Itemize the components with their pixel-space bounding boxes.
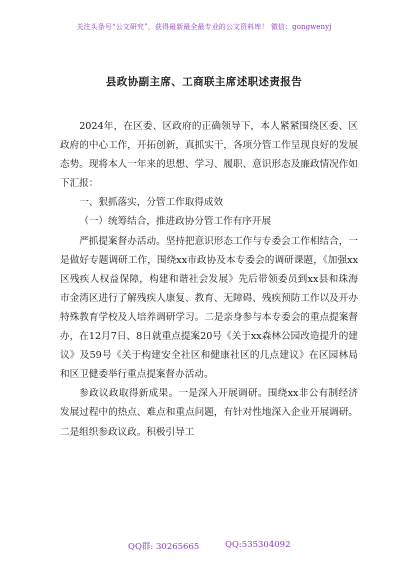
paragraph-proposal-supervision: 严抓提案督办活动。坚持把意识形态工作与专委会工作相结合，一是做好专题调研工作，围绕xx市政协及本专委会的调研课题，《加强xx区残疾人权益保障，构建和谐社会发展》先后带领委员到xx县和珠海市金湾区进行了解残疾人康复、教育、无障碍、残疾预防工作以及开办特殊教育学校及人培养调研学习。二是亲身参与本专委会的重点提案督办，在12月7日、8日就重点提案20号《关于xx森林公园改造提升的建议》及59号《关于构建安全社区和健康社区的几点建议》在区园林局和区卫健委举行重点提案督办活动。: [60, 235, 358, 381]
subsection-heading: （一）统筹结合，推进政协分管工作有序开展: [79, 216, 272, 228]
paragraph-intro: 2024年，在区委、区政府的正确领导下，本人紧紧围绕区委、区政府的中心工作，开拓创新，真抓实干，各项分管工作呈现良好的发展态势。现将本人一年来的思想、学习、履职、意识形态及廉政情况作如下汇报：: [60, 121, 358, 190]
document-title: 县政协副主席、工商联主席述职述责报告: [105, 76, 303, 88]
promo-banner: 关注头条号“公文研究”，获得最新最全最专业的公文资料库！ 微信：gongwenyj: [76, 23, 332, 31]
footer-contact: [0, 540, 408, 552]
footer-qq-group: QQ群: 30265665: [128, 542, 200, 552]
section-heading: 一、狠抓落实，分管工作取得成效: [79, 197, 224, 209]
document-body: [60, 117, 358, 442]
paragraph-political-participation: 参政议政取得新成果。一是深入开展调研。围绕xx非公有制经济发展过程中的热点、难点和重点问题，有针对性地深入企业开展调研。二是组织参政议政。积极引导工: [60, 388, 358, 438]
footer-qq-number: QQ:535304092: [225, 540, 291, 550]
